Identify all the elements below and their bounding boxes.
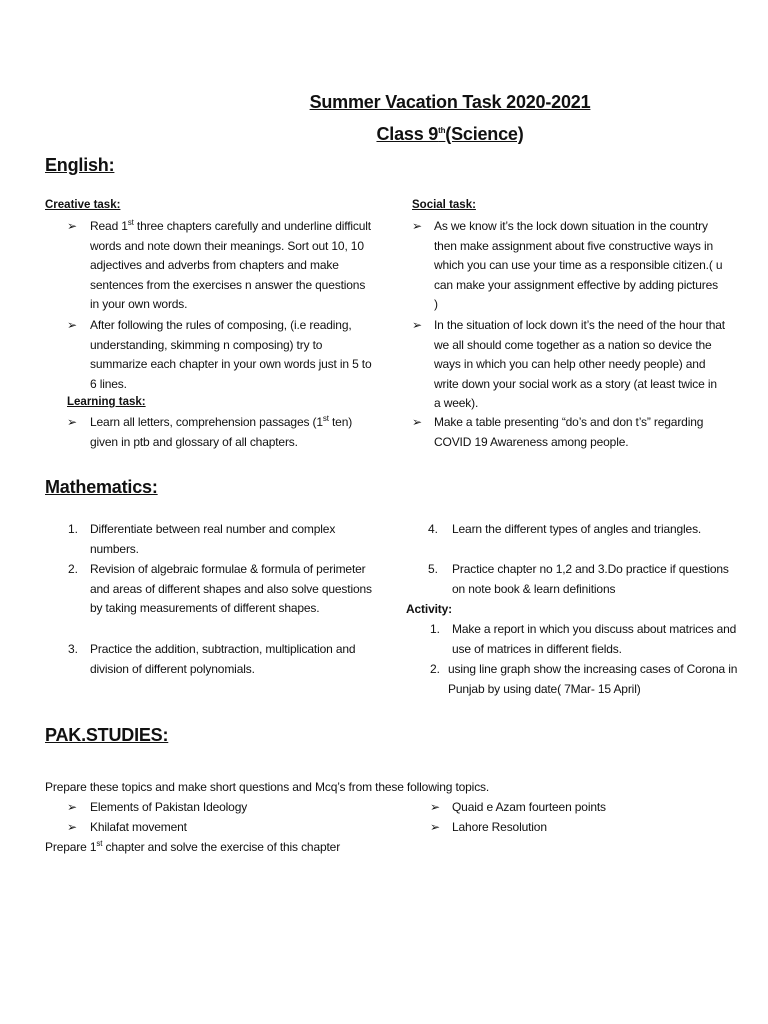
footer-text: Prepare 1 [45,840,97,854]
math-item-4: Learn the different types of angles and triangles. [452,522,702,536]
activity-item-2: using line graph show the increasing cases of Corona in Punjab by using date( 7Mar- 15 April) [448,662,738,696]
activity-item-number: 2. [430,662,441,676]
arrow-bullet-icon: ➢ [412,318,423,332]
social-item-2: In the situation of lock down it’s the need of the hour that we all should come together as a nation so device the ways in which you can help other needy people) and write down your social work as a story (at least twice in a week). [434,318,725,411]
math-item-2: Revision of algebraic formulae & formula of perimeter and areas of different shapes and also solve questions by taking measurements of different shapes. [90,562,372,616]
pak-topic-2: Khilafat movement [90,820,187,834]
arrow-bullet-icon: ➢ [430,800,441,814]
math-item-number: 1. [68,522,79,536]
class-stream: (Science) [445,124,524,144]
math-item-number: 2. [68,562,79,576]
pak-topic-1: Elements of Pakistan Ideology [90,800,248,814]
document-title [250,92,650,113]
math-item-5: Practice chapter no 1,2 and 3.Do practice if questions on note book & learn definitions [452,562,729,596]
arrow-bullet-icon: ➢ [67,415,78,429]
math-item-number: 4. [428,522,439,536]
activity-item-number: 1. [430,622,441,636]
pak-topic-3: Quaid e Azam fourteen points [452,800,606,814]
footer-sup: st [96,839,103,848]
creative-item-2 [90,316,380,394]
creative-item-1-text-rest: three chapters carefully and underline difficult words and note down their meanings. Sort out 10, 10 adjectives and adverbs from chapters and make sentences from the exercises n answer the questions in your own words. [90,219,371,312]
footer-text-rest: chapter and solve the exercise of this chapter [102,840,341,854]
pak-studies-intro: Prepare these topics and make short questions and Mcq’s from these following topics. [45,780,490,794]
activity-heading: Activity: [406,602,452,616]
creative-item-1-sup: st [127,218,134,227]
activity-item-1: Make a report in which you discuss about matrices and use of matrices in different fields. [452,622,737,656]
creative-task-heading: Creative task: [45,199,121,211]
arrow-bullet-icon: ➢ [412,415,423,429]
title-line-1: Summer Vacation Task 2020-2021 [309,92,591,112]
mathematics-heading: Mathematics: [45,477,158,497]
social-item-1: As we know it’s the lock down situation in the country then make assignment about five constructive ways in which you can use your time as a responsible citizen.( u can make your assignment effective by adding pictures ) [434,219,723,312]
pak-studies-heading: PAK.STUDIES: [45,725,169,745]
pak-studies-footer [45,838,340,858]
pak-topic-4: Lahore Resolution [452,820,547,834]
learning-item-1-text-rest: ten) given in ptb and glossary of all chapters. [90,415,353,449]
math-item-number: 5. [428,562,439,576]
math-item-3: Practice the addition, subtraction, multiplication and division of different polynomials. [90,642,356,676]
document-subtitle [250,124,650,145]
math-item-number: 3. [68,642,79,656]
social-task-heading: Social task: [412,199,476,211]
arrow-bullet-icon: ➢ [67,800,78,814]
creative-item-2-text: After following the rules of composing, (i.e reading, understanding, skimming n composing) try to summarize each chapter in your own words just in 5 to 6 lines. [90,318,372,391]
arrow-bullet-icon: ➢ [430,820,441,834]
class-label: Class 9 [376,124,439,144]
learning-task-heading: Learning task: [67,396,146,408]
math-item-1: Differentiate between real number and complex numbers. [90,522,336,556]
arrow-bullet-icon: ➢ [67,219,78,233]
learning-item-1-text: Learn all letters, comprehension passages (1 [90,415,323,429]
arrow-bullet-icon: ➢ [412,219,423,233]
learning-item-1 [90,413,380,452]
creative-item-1-text: Read 1 [90,219,128,233]
social-item-3: Make a table presenting “do’s and don t’s” regarding COVID 19 Awareness among people. [434,415,704,449]
class-sup: th [438,126,446,135]
arrow-bullet-icon: ➢ [67,820,78,834]
creative-item-1 [90,217,375,315]
learning-item-1-sup: st [322,414,329,423]
english-heading: English: [45,155,115,175]
arrow-bullet-icon: ➢ [67,318,78,332]
